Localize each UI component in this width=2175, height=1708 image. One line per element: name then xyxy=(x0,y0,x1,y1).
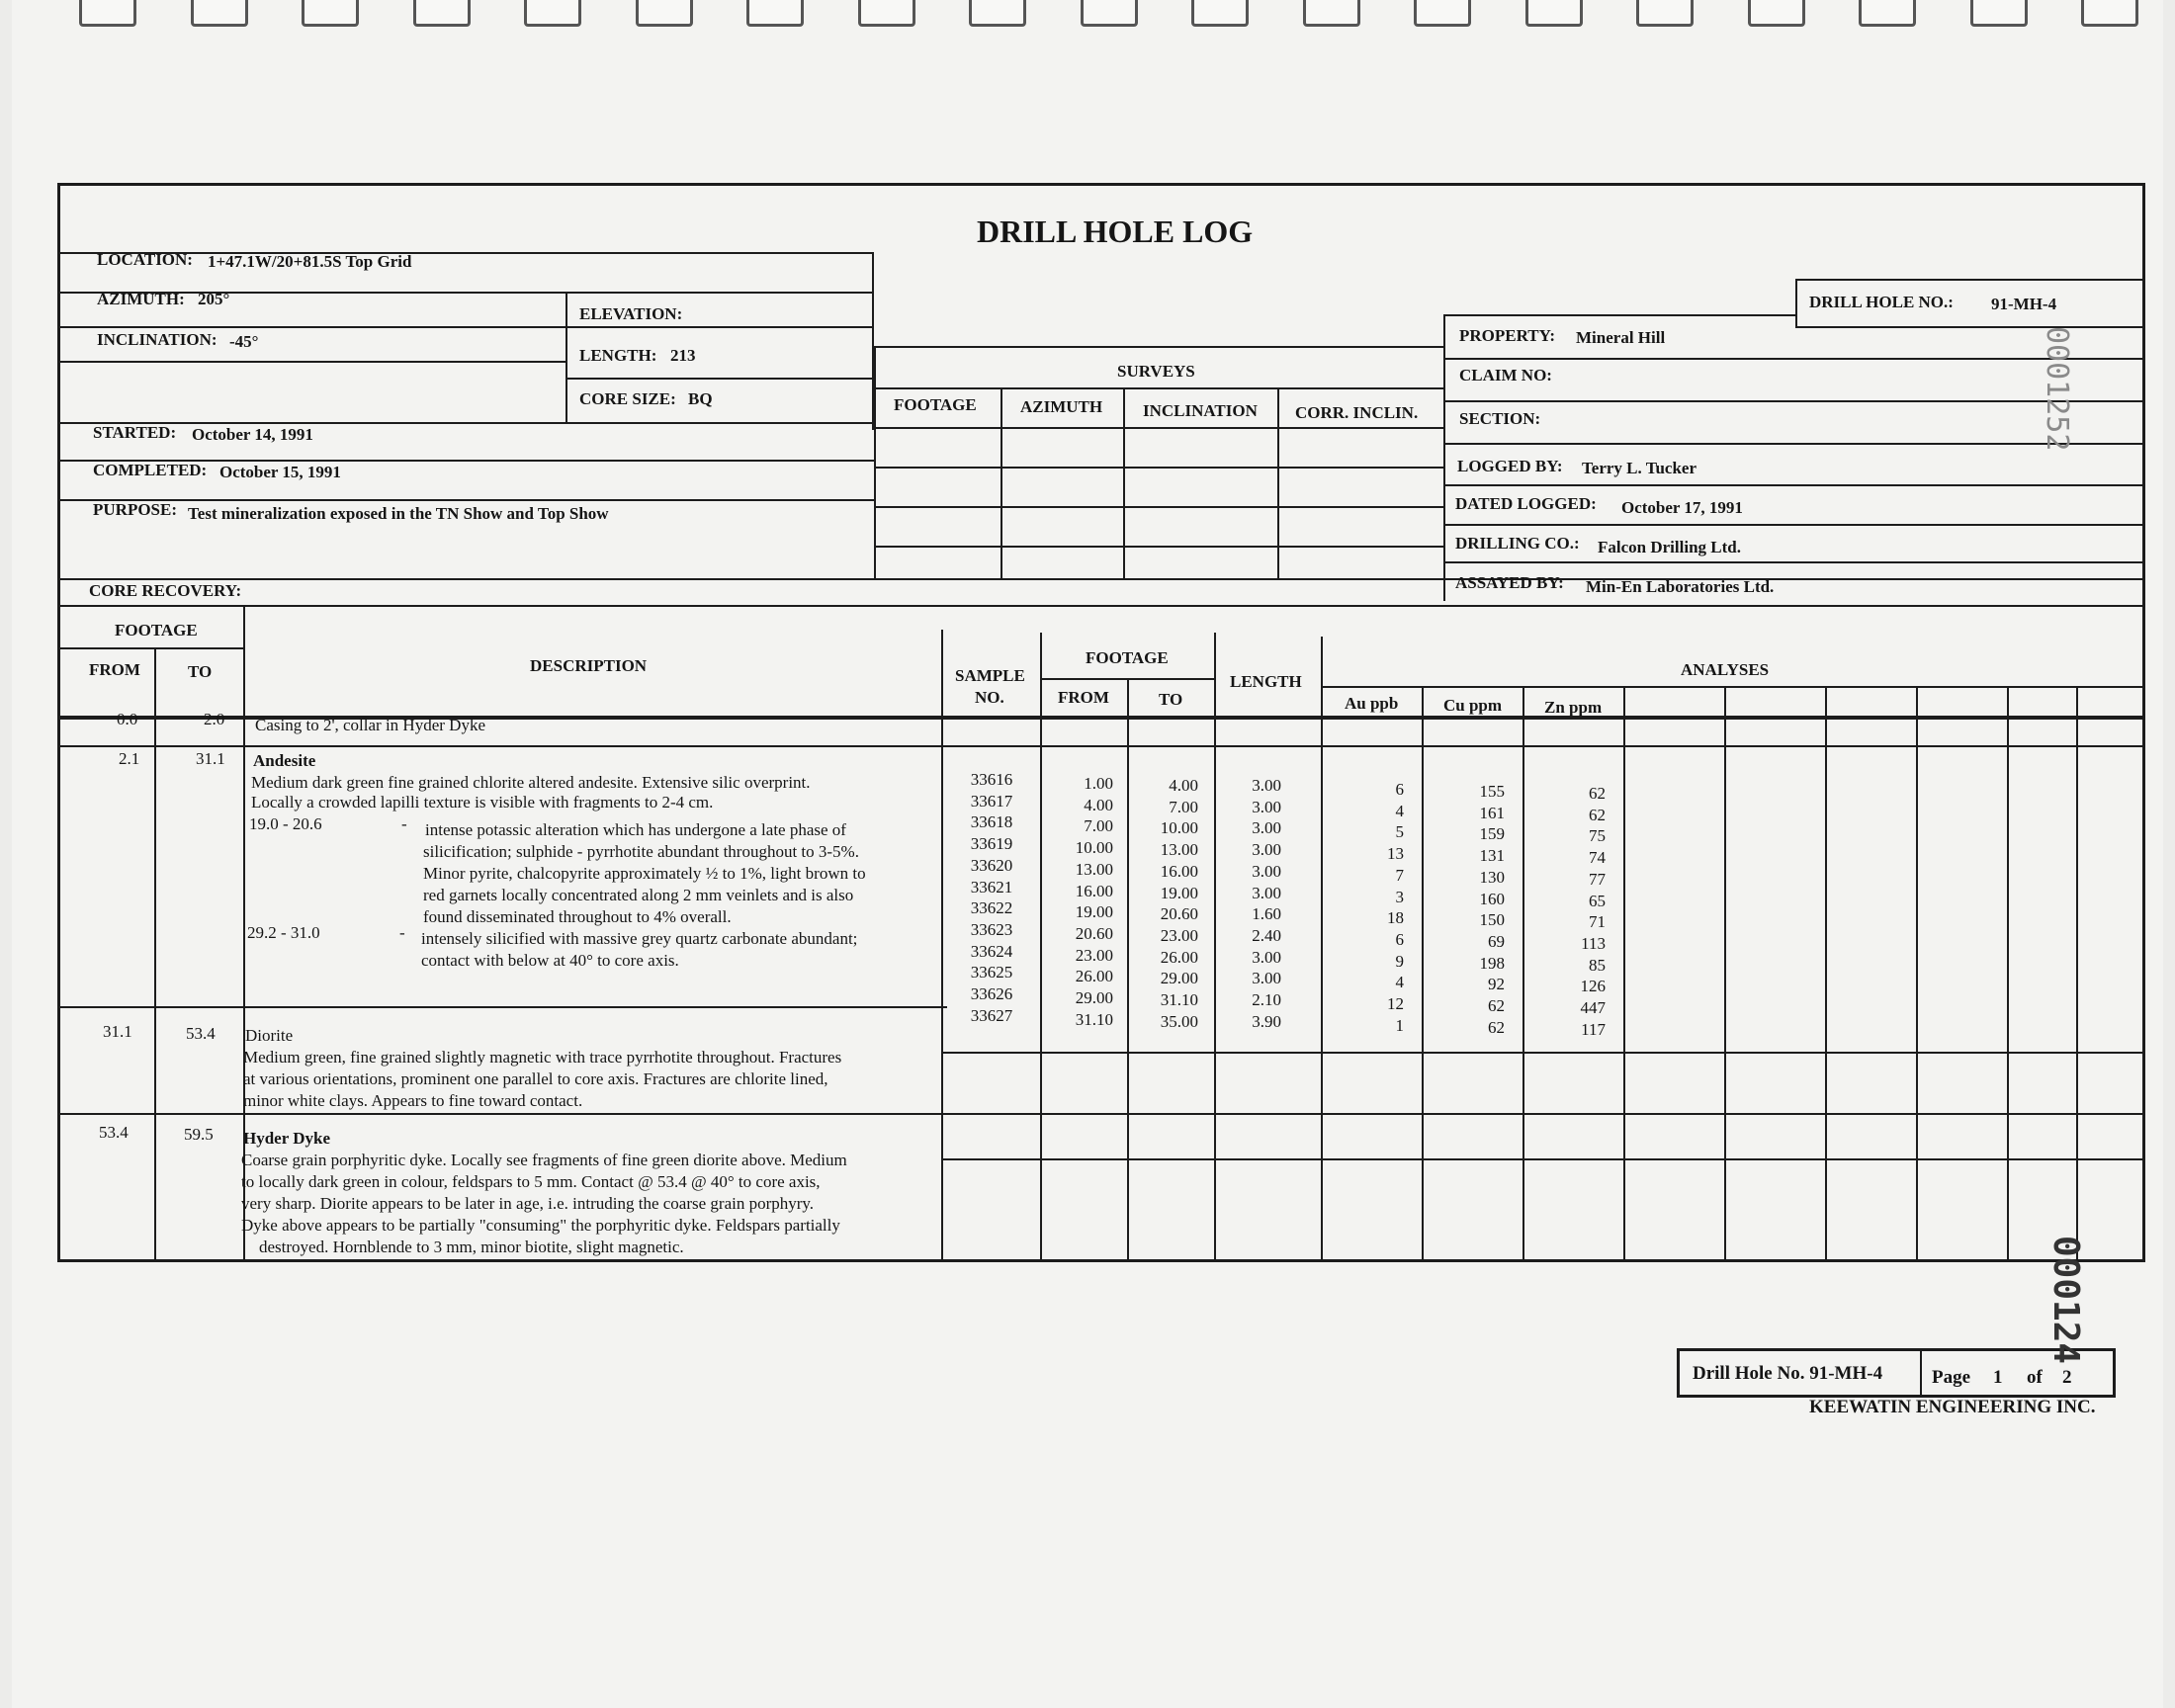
section-label: SECTION: xyxy=(1459,409,1541,428)
drilling-co-label: DRILLING CO.: xyxy=(1455,534,1580,553)
sample-cell: 29.00 xyxy=(1160,969,1198,988)
cu-header: Cu ppm xyxy=(1443,696,1503,715)
sample-cell: 159 xyxy=(1479,824,1505,844)
footage2-header: FOOTAGE xyxy=(1086,648,1169,667)
sample-cell: 3.00 xyxy=(1252,776,1281,795)
sample-cell: 161 xyxy=(1479,803,1505,822)
logged-by-value: Terry L. Tucker xyxy=(1582,459,1697,477)
divider xyxy=(1321,637,1323,1262)
sample-cell: 1 xyxy=(1395,1015,1404,1035)
footer-page-num: 1 xyxy=(1993,1367,2003,1388)
sample-cell: 13.00 xyxy=(1160,840,1198,860)
length-label: LENGTH: xyxy=(579,346,657,365)
footer-drill-hole: Drill Hole No. 91-MH-4 xyxy=(1693,1363,1883,1384)
perforation-hole xyxy=(413,0,471,27)
sample-cell: 23.00 xyxy=(1075,945,1113,965)
survey-col-corr-inclin: CORR. INCLIN. xyxy=(1295,403,1419,422)
divider xyxy=(2007,686,2009,1262)
divider xyxy=(1321,686,2145,688)
sample-cell: 447 xyxy=(1580,998,1606,1018)
sample-cell: 4.00 xyxy=(1169,776,1198,795)
property-label: PROPERTY: xyxy=(1459,326,1556,345)
interval-from: 31.1 xyxy=(103,1022,132,1041)
sample-cell: 26.00 xyxy=(1160,947,1198,967)
sample-cell: 33622 xyxy=(970,898,1013,918)
sample-cell: 75 xyxy=(1589,826,1606,846)
sample-cell: 33625 xyxy=(970,963,1013,982)
divider xyxy=(1443,484,2145,486)
sample-cell: 16.00 xyxy=(1075,881,1113,900)
zn-column xyxy=(1542,783,1606,1040)
interval-from: 0.0 xyxy=(117,710,138,728)
sample-cell: 3.00 xyxy=(1252,883,1281,902)
sample-cell: 5 xyxy=(1395,822,1404,842)
claim-no-label: CLAIM NO: xyxy=(1459,366,1552,384)
drilling-co-value: Falcon Drilling Ltd. xyxy=(1598,538,1741,556)
sample-number-column xyxy=(949,769,1034,1026)
sample-header-2: NO. xyxy=(975,688,1004,707)
drill-hole-no-label: DRILL HOLE NO.: xyxy=(1809,293,1954,311)
perforation-hole xyxy=(969,0,1026,27)
inclination-label: INCLINATION: xyxy=(97,330,218,349)
sample-cell: 74 xyxy=(1589,848,1606,868)
divider xyxy=(57,361,566,363)
interval-heading: Andesite xyxy=(253,751,316,770)
zn-header: Zn ppm xyxy=(1544,698,1603,717)
sample-cell: 3.00 xyxy=(1252,861,1281,881)
divider xyxy=(57,422,874,424)
interval-description-line: very sharp. Diorite appears to be later in age, i.e. intruding the coarse grain porphyry. xyxy=(241,1194,815,1213)
sample-cell: 62 xyxy=(1488,1017,1505,1037)
sample-cell: 4 xyxy=(1395,973,1404,992)
sample-cell: 3.00 xyxy=(1252,969,1281,988)
interval-to: 31.1 xyxy=(196,749,225,768)
sample-cell: 20.60 xyxy=(1160,904,1198,924)
sample-cell: 7.00 xyxy=(1169,797,1198,816)
dated-logged-value: October 17, 1991 xyxy=(1621,498,1743,517)
sample-cell: 3.00 xyxy=(1252,797,1281,816)
footer-page-label: Page xyxy=(1932,1367,1971,1388)
perforation-hole xyxy=(746,0,804,27)
sample-cell: 2.40 xyxy=(1252,925,1281,945)
divider xyxy=(1040,633,1042,1262)
azimuth-value: 205° xyxy=(198,290,230,308)
sample-cell: 19.00 xyxy=(1160,883,1198,902)
sample-cell: 7.00 xyxy=(1084,816,1113,836)
dash-marker: - xyxy=(399,923,405,942)
to-header: TO xyxy=(188,662,213,681)
purpose-value: Test mineralization exposed in the TN Show and Top Show xyxy=(188,504,609,523)
subinterval-line: silicification; sulphide - pyrrhotite abundant throughout to 3-5%. xyxy=(423,842,859,861)
sample-cell: 198 xyxy=(1479,953,1505,973)
interval-to: 2.0 xyxy=(204,710,225,728)
sample-cell: 18 xyxy=(1387,908,1404,928)
divider xyxy=(874,467,1443,469)
divider xyxy=(941,630,943,1262)
assayed-by-label: ASSAYED BY: xyxy=(1455,573,1564,592)
survey-col-inclination: INCLINATION xyxy=(1143,401,1258,420)
perforation-hole xyxy=(1081,0,1138,27)
subinterval-line: intensely silicified with massive grey quartz carbonate abundant; xyxy=(421,929,858,948)
divider xyxy=(1214,633,1216,1262)
sample-cell: 3.00 xyxy=(1252,818,1281,838)
sample-cell: 4 xyxy=(1395,801,1404,820)
interval-description: Casing to 2', collar in Hyder Dyke xyxy=(255,716,485,734)
divider xyxy=(154,647,156,1262)
perforation-hole xyxy=(79,0,136,27)
divider xyxy=(874,346,1443,348)
perforation-hole xyxy=(1303,0,1360,27)
perforation-hole xyxy=(1191,0,1249,27)
inclination-value: -45° xyxy=(229,332,259,351)
sample-cell: 130 xyxy=(1479,867,1505,887)
subinterval-line: Minor pyrite, chalcopyrite approximately ½ to 1%, light brown to xyxy=(423,864,866,883)
subinterval-line: found disseminated throughout to 4% overall. xyxy=(423,907,732,926)
sample-cell: 33617 xyxy=(970,791,1013,811)
perforation-hole xyxy=(524,0,581,27)
sample-cell: 160 xyxy=(1479,889,1505,908)
cu-column xyxy=(1443,781,1505,1038)
sample-cell: 1.60 xyxy=(1252,904,1281,924)
subinterval-line: intense potassic alteration which has undergone a late phase of xyxy=(425,820,846,839)
sample-cell: 33623 xyxy=(970,919,1013,939)
divider xyxy=(874,427,1443,429)
au-header: Au ppb xyxy=(1345,694,1399,713)
sample-cell: 150 xyxy=(1479,910,1505,930)
sample-cell: 9 xyxy=(1395,951,1404,971)
sample-cell: 33620 xyxy=(970,855,1013,875)
divider xyxy=(1422,686,1424,1262)
divider xyxy=(1825,686,1827,1262)
survey-col-azimuth: AZIMUTH xyxy=(1020,397,1103,416)
interval-description-line: to locally dark green in colour, feldspars to 5 mm. Contact @ 53.4 @ 40° to core axis, xyxy=(241,1172,821,1191)
sample-cell: 16.00 xyxy=(1160,861,1198,881)
sample-cell: 6 xyxy=(1395,780,1404,799)
sample-length-column xyxy=(1222,775,1281,1032)
interval-heading: Diorite xyxy=(245,1026,294,1045)
sample-cell: 3.90 xyxy=(1252,1011,1281,1031)
footage-header: FOOTAGE xyxy=(115,621,198,640)
divider xyxy=(1623,686,1625,1262)
sample-cell: 126 xyxy=(1580,977,1606,996)
interval-from: 53.4 xyxy=(99,1123,129,1142)
location-label: LOCATION: xyxy=(97,250,193,269)
divider xyxy=(874,387,1443,389)
from-header: FROM xyxy=(89,660,140,679)
divider xyxy=(566,292,567,422)
purpose-label: PURPOSE: xyxy=(93,500,177,519)
divider xyxy=(1000,387,1002,580)
started-label: STARTED: xyxy=(93,423,177,442)
interval-to: 53.4 xyxy=(186,1024,216,1043)
subinterval-range: 19.0 - 20.6 xyxy=(249,814,322,833)
sample-cell: 26.00 xyxy=(1075,967,1113,986)
sample-cell: 33616 xyxy=(970,770,1013,789)
elevation-label: ELEVATION: xyxy=(579,304,683,323)
perforation-hole xyxy=(1970,0,2028,27)
perforation-hole xyxy=(1636,0,1694,27)
perforation-hole xyxy=(1859,0,1916,27)
side-stamp-number: 0001252 xyxy=(2040,326,2074,452)
sample-cell: 33621 xyxy=(970,877,1013,897)
footer-page-total: 2 xyxy=(2062,1367,2072,1388)
au-column xyxy=(1345,779,1404,1036)
sample-to-column xyxy=(1127,775,1198,1032)
interval-description-line: minor white clays. Appears to fine toward contact. xyxy=(243,1091,583,1110)
sample-cell: 31.10 xyxy=(1160,990,1198,1010)
sample-cell: 7 xyxy=(1395,865,1404,885)
subinterval-line: contact with below at 40° to core axis. xyxy=(421,951,679,970)
sample-cell: 10.00 xyxy=(1075,838,1113,858)
sample-cell: 3.00 xyxy=(1252,840,1281,860)
sample-cell: 20.60 xyxy=(1075,923,1113,943)
perforation-hole xyxy=(191,0,248,27)
divider xyxy=(57,1006,947,1008)
sample-cell: 155 xyxy=(1479,782,1505,801)
divider xyxy=(57,499,874,501)
interval-from: 2.1 xyxy=(119,749,140,768)
perforation-hole xyxy=(302,0,359,27)
sample-cell: 29.00 xyxy=(1075,988,1113,1008)
location-value: 1+47.1W/20+81.5S Top Grid xyxy=(208,252,412,271)
sample-cell: 33627 xyxy=(970,1005,1013,1025)
divider xyxy=(2076,686,2078,1262)
divider xyxy=(941,1052,2145,1054)
azimuth-label: AZIMUTH: xyxy=(97,290,185,308)
completed-label: COMPLETED: xyxy=(93,461,208,479)
sample-cell: 131 xyxy=(1479,846,1505,866)
perforation-hole xyxy=(636,0,693,27)
interval-description-line: Medium green, fine grained slightly magnetic with trace pyrrhotite throughout. Fractures xyxy=(243,1048,842,1067)
subinterval-range: 29.2 - 31.0 xyxy=(247,923,320,942)
sample-cell: 19.00 xyxy=(1075,902,1113,922)
divider xyxy=(57,1113,2145,1115)
length-header: LENGTH xyxy=(1230,672,1302,691)
divider xyxy=(57,647,243,649)
divider xyxy=(57,605,2145,607)
surveys-title: SURVEYS xyxy=(1117,362,1195,381)
interval-description-line: Medium dark green fine grained chlorite altered andesite. Extensive silic overprint. xyxy=(251,773,811,792)
divider xyxy=(57,326,874,328)
subinterval-line: red garnets locally concentrated along 2 mm veinlets and is also xyxy=(423,886,854,904)
interval-to: 59.5 xyxy=(184,1125,214,1144)
divider xyxy=(1920,1348,1922,1398)
sample-cell: 12 xyxy=(1387,994,1404,1014)
drill-hole-no-value: 91-MH-4 xyxy=(1991,295,2057,313)
to2-header: TO xyxy=(1159,690,1183,709)
page-title: DRILL HOLE LOG xyxy=(977,214,1254,249)
perforation-hole xyxy=(1748,0,1805,27)
divider xyxy=(941,1158,2145,1160)
sample-cell: 33619 xyxy=(970,834,1013,854)
core-recovery-label: CORE RECOVERY: xyxy=(89,581,242,600)
core-size-label: CORE SIZE: xyxy=(579,389,676,408)
divider xyxy=(874,546,1443,548)
interval-heading: Hyder Dyke xyxy=(243,1129,330,1148)
interval-description-line: destroyed. Hornblende to 3 mm, minor biotite, slight magnetic. xyxy=(259,1238,684,1256)
completed-value: October 15, 1991 xyxy=(219,463,341,481)
sample-cell: 1.00 xyxy=(1084,774,1113,793)
interval-description-line: Coarse grain porphyritic dyke. Locally see fragments of fine green diorite above. Medium xyxy=(241,1151,847,1169)
interval-description-line: Locally a crowded lapilli texture is visible with fragments to 2-4 cm. xyxy=(251,793,714,811)
divider xyxy=(874,506,1443,508)
sample-cell: 35.00 xyxy=(1160,1011,1198,1031)
sample-cell: 71 xyxy=(1589,912,1606,932)
property-value: Mineral Hill xyxy=(1576,328,1666,347)
dated-logged-label: DATED LOGGED: xyxy=(1455,494,1597,513)
sample-cell: 6 xyxy=(1395,929,1404,949)
divider xyxy=(1916,686,1918,1262)
sample-cell: 113 xyxy=(1581,933,1606,953)
from2-header: FROM xyxy=(1058,688,1109,707)
sample-cell: 3.00 xyxy=(1252,947,1281,967)
perforation-hole xyxy=(1414,0,1471,27)
perforation-hole xyxy=(2081,0,2138,27)
sample-cell: 2.10 xyxy=(1252,990,1281,1010)
perforation-hole xyxy=(1525,0,1583,27)
dash-marker: - xyxy=(401,814,407,833)
divider xyxy=(1724,686,1726,1262)
sample-cell: 33618 xyxy=(970,812,1013,832)
divider xyxy=(1443,524,2145,526)
sample-cell: 4.00 xyxy=(1084,795,1113,814)
sample-cell: 3 xyxy=(1395,887,1404,906)
divider xyxy=(1443,561,2145,563)
divider xyxy=(57,745,2145,747)
footer-of-label: of xyxy=(2027,1367,2043,1388)
interval-description-line: Dyke above appears to be partially "consuming" the porphyritic dyke. Feldspars partially xyxy=(241,1216,840,1235)
assayed-by-value: Min-En Laboratories Ltd. xyxy=(1586,577,1775,596)
sample-cell: 62 xyxy=(1589,784,1606,803)
sample-cell: 13.00 xyxy=(1075,859,1113,879)
divider xyxy=(1522,686,1524,1262)
sample-cell: 69 xyxy=(1488,931,1505,951)
perforation-hole xyxy=(858,0,915,27)
started-value: October 14, 1991 xyxy=(192,425,313,444)
description-header: DESCRIPTION xyxy=(530,656,648,675)
divider xyxy=(1443,314,1795,316)
sample-cell: 31.10 xyxy=(1075,1009,1113,1029)
company-name: KEEWATIN ENGINEERING INC. xyxy=(1809,1397,2096,1417)
bottom-stamp-number: 000124 xyxy=(2045,1236,2086,1365)
sample-cell: 62 xyxy=(1488,996,1505,1016)
sample-cell: 33626 xyxy=(970,984,1013,1004)
sample-cell: 23.00 xyxy=(1160,925,1198,945)
sample-cell: 65 xyxy=(1589,891,1606,910)
sample-cell: 77 xyxy=(1589,869,1606,889)
survey-col-footage: FOOTAGE xyxy=(894,395,977,414)
sample-from-column xyxy=(1044,773,1113,1030)
sample-header-1: SAMPLE xyxy=(955,666,1025,685)
sample-cell: 92 xyxy=(1488,975,1505,994)
sample-cell: 33624 xyxy=(970,941,1013,961)
sample-cell: 13 xyxy=(1387,844,1404,864)
sample-cell: 10.00 xyxy=(1160,818,1198,838)
divider xyxy=(1277,387,1279,580)
interval-description-line: at various orientations, prominent one parallel to core axis. Fractures are chlorite lined, xyxy=(243,1069,828,1088)
core-size-value: BQ xyxy=(688,389,713,408)
length-value: 213 xyxy=(670,346,696,365)
sample-cell: 85 xyxy=(1589,955,1606,975)
analyses-header: ANALYSES xyxy=(1681,660,1770,679)
divider xyxy=(1123,387,1125,580)
logged-by-label: LOGGED BY: xyxy=(1457,457,1563,475)
sample-cell: 62 xyxy=(1589,805,1606,824)
divider xyxy=(57,578,2145,580)
divider xyxy=(566,378,874,380)
sample-cell: 117 xyxy=(1581,1019,1606,1039)
